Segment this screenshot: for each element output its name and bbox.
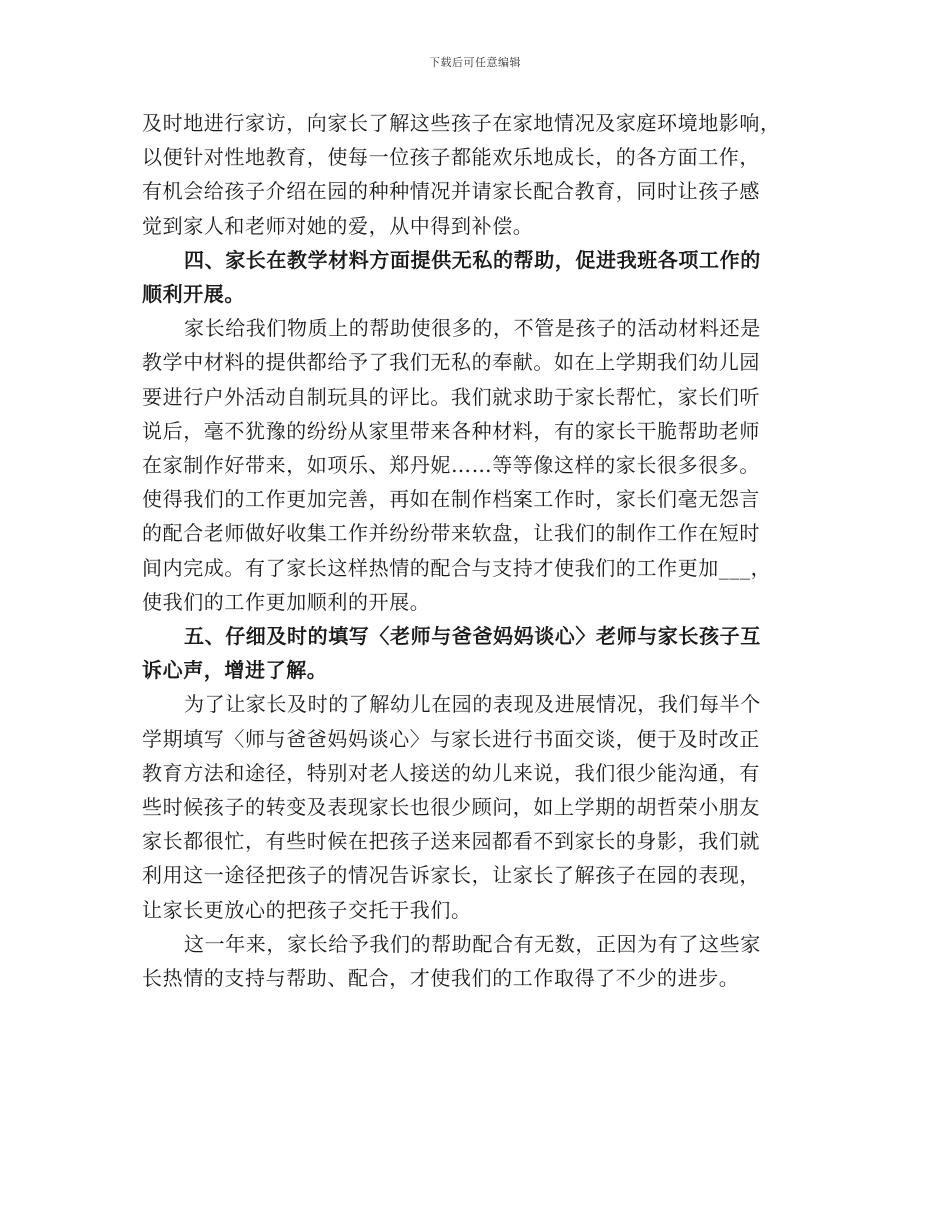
text-line: 使得我们的工作更加完善，再如在制作档案工作时，家长们毫无怨言: [142, 487, 760, 512]
text-line: 使我们的工作更加顺利的开展。: [142, 589, 431, 614]
text-line: 说后，毫不犹豫的纷纷从家里带来各种材料，有的家长干脆帮助老师: [142, 418, 760, 443]
text-line: 长热情的支持与帮助、配合，才使我们的工作取得了不少的进步。: [142, 966, 740, 991]
text-line: 家长都很忙，有些时候在把孩子送来园都看不到家长的身影，我们就: [142, 829, 760, 854]
text-line: 利用这一途径把孩子的情况告诉家长，让家长了解孩子在园的表现，: [142, 863, 760, 888]
text-line: 觉到家人和老师对她的爱，从中得到补偿。: [142, 213, 534, 238]
heading-line: 诉心声，增进了解。: [142, 658, 328, 683]
text-line: 些时候孩子的转变及表现家长也很少顾问，如上学期的胡哲荣小朋友: [142, 795, 760, 820]
heading-line: 四、家长在教学材料方面提供无私的帮助，促进我班各项工作的: [184, 247, 761, 272]
text-line: 的配合老师做好收集工作并纷纷带来软盘，让我们的制作工作在短时: [142, 521, 760, 546]
text-line: 以便针对性地教育，使每一位孩子都能欢乐地成长，的各方面工作，: [142, 145, 760, 170]
heading-line: 顺利开展。: [142, 282, 245, 307]
text-line: 为了让家长及时的了解幼儿在园的表现及进展情况，我们每半个: [184, 692, 761, 717]
text-line: 学期填写〈师与爸爸妈妈谈心〉与家长进行书面交谈，便于及时改正: [142, 726, 760, 751]
text-line: 间内完成。有了家长这样热情的配合与支持才使我们的工作更加___，: [142, 555, 772, 580]
paragraph-continuation: [142, 106, 812, 243]
heading-line: 五、仔细及时的填写〈老师与爸爸妈妈谈心〉老师与家长孩子互: [184, 624, 761, 649]
paragraph-communication: [142, 687, 812, 926]
text-line: 要进行户外活动自制玩具的评比。我们就求助于家长帮忙，家长们听: [142, 384, 760, 409]
text-line: 及时地进行家访，向家长了解这些孩子在家地情况及家庭环境地影响，: [142, 111, 781, 135]
page-header: 下载后可任意编辑: [429, 56, 521, 69]
text-line: 让家长更放心的把孩子交托于我们。: [142, 897, 472, 922]
text-line: 教学中材料的提供都给予了我们无私的奉献。如在上学期我们幼儿园: [142, 350, 760, 375]
section-heading-5: [142, 619, 812, 687]
text-line: 这一年来，家长给予我们的帮助配合有无数，正因为有了这些家: [184, 931, 761, 956]
text-line: 在家制作好带来，如项乐、郑丹妮……等等像这样的家长很多很多。: [142, 453, 760, 478]
text-line: 家长给我们物质上的帮助使很多的，不管是孩子的活动材料还是: [184, 316, 761, 341]
section-heading-4: [142, 243, 812, 311]
paragraph-conclusion: [142, 927, 812, 995]
text-line: 教育方法和途径，特别对老人接送的幼儿来说，我们很少能沟通，有: [142, 760, 760, 785]
text-line: 有机会给孩子介绍在园的种种情况并请家长配合教育，同时让孩子感: [142, 179, 760, 204]
document-body: [142, 106, 812, 995]
paragraph-materials: [142, 311, 812, 619]
